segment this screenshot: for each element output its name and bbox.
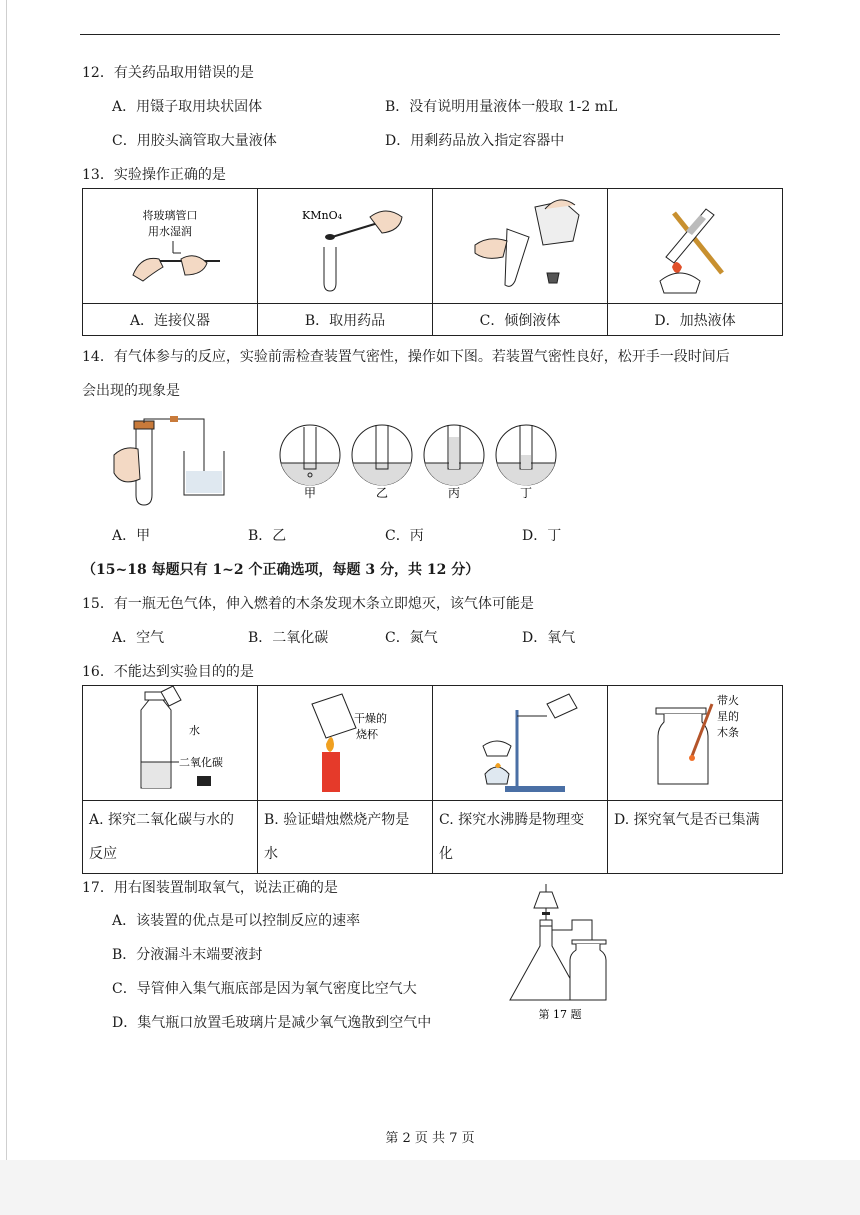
q15-option-c: C．氮气 <box>385 630 438 646</box>
q16-option-b-line-2: 水 <box>264 846 278 862</box>
bottom-band <box>0 1160 860 1215</box>
q16-option-a-line-2: 反应 <box>89 846 117 862</box>
q13-img-a-label-2: 用水湿润 <box>148 225 192 238</box>
q15-option-a: A．空气 <box>112 630 165 646</box>
q14-option-a: A．甲 <box>112 528 151 544</box>
q13-option-d: D．加热液体 <box>608 304 783 336</box>
q14-option-d: D．丁 <box>522 528 562 544</box>
q13-image-b <box>258 189 433 304</box>
page-left-edge <box>6 0 7 1215</box>
q16-image-a <box>83 686 258 801</box>
q13-img-b-label: KMnO₄ <box>302 209 342 222</box>
q14-option-c: C．丙 <box>385 528 424 544</box>
section-note: （15~18 每题只有 1~2 个正确选项，每题 3 分，共 12 分） <box>82 562 480 578</box>
q16-image-d <box>608 686 783 801</box>
q13-image-a <box>83 189 258 304</box>
q17-option-d: D．集气瓶口放置毛玻璃片是减少氧气逸散到空气中 <box>112 1015 432 1031</box>
q15-option-b: B．二氧化碳 <box>248 630 329 646</box>
q12-option-d: D．用剩药品放入指定容器中 <box>385 133 565 149</box>
q16-img-d-label-3: 木条 <box>717 726 739 739</box>
q16-img-d-label-1: 带火 <box>717 694 739 707</box>
q13-option-b: B．取用药品 <box>258 304 433 336</box>
q14-stem-line-1: 14．有气体参与的反应，实验前需检查装置气密性，操作如下图。若装置气密性良好，松开手一段时间后 <box>82 349 730 365</box>
q17-stem: 17．用右图装置制取氧气，说法正确的是 <box>82 880 338 896</box>
q16-image-c <box>433 686 608 801</box>
q14-circle-label-yi: 乙 <box>375 486 389 500</box>
q13-figure-table <box>82 188 783 336</box>
q13-image-c <box>433 189 608 304</box>
q13-option-a: A．连接仪器 <box>83 304 258 336</box>
q15-stem: 15．有一瓶无色气体，伸入燃着的木条发现木条立即熄灭，该气体可能是 <box>82 596 534 612</box>
q17-option-a: A．该装置的优点是可以控制反应的速率 <box>112 913 361 929</box>
q14-stem-line-2: 会出现的现象是 <box>82 383 180 399</box>
q16-option-d-line-1: D. 探究氧气是否已集满 <box>614 812 760 828</box>
q16-option-c-line-1: C. 探究水沸腾是物理变 <box>439 812 585 828</box>
q15-option-d: D．氧气 <box>522 630 576 646</box>
q16-option-a-line-1: A. 探究二氧化碳与水的 <box>89 812 235 828</box>
q13-img-a-label-1: 将玻璃管口 <box>142 209 198 222</box>
q16-img-b-label-2: 烧杯 <box>356 728 378 741</box>
q14-option-b: B．乙 <box>248 528 287 544</box>
q14-circle-bing <box>424 425 484 500</box>
q14-apparatus-figure <box>110 415 570 510</box>
q17-figure-caption: 第 17 题 <box>538 1008 582 1021</box>
page-footer: 第 2 页 共 7 页 <box>385 1131 475 1146</box>
q12-option-a: A．用镊子取用块状固体 <box>112 99 263 115</box>
q16-img-a-label-co2: 二氧化碳 <box>179 756 223 769</box>
q17-option-c: C．导管伸入集气瓶底部是因为氧气密度比空气大 <box>112 981 417 997</box>
q13-image-d <box>608 189 783 304</box>
q16-option-c-line-2: 化 <box>439 846 453 862</box>
q17-option-b: B．分液漏斗末端要液封 <box>112 947 263 963</box>
q14-circle-label-jia: 甲 <box>303 486 317 500</box>
q16-option-a <box>83 801 258 874</box>
q16-option-c <box>433 801 608 874</box>
q16-option-d <box>608 801 783 874</box>
q14-circle-yi <box>352 425 412 500</box>
q16-option-b <box>258 801 433 874</box>
q16-img-a-label-water: 水 <box>189 724 200 737</box>
q16-img-d-label-2: 星的 <box>717 710 739 723</box>
q16-image-b <box>258 686 433 801</box>
q16-figure-table <box>82 685 783 874</box>
q16-option-b-line-1: B. 验证蜡烛燃烧产物是 <box>264 812 410 828</box>
q13-stem: 13．实验操作正确的是 <box>82 167 226 183</box>
q14-circle-label-ding: 丁 <box>519 486 533 500</box>
q16-img-b-label-1: 干燥的 <box>354 712 387 725</box>
q16-stem: 16．不能达到实验目的的是 <box>82 664 254 680</box>
q17-apparatus-figure <box>508 882 618 1024</box>
q12-option-b: B．没有说明用量液体一般取 1-2 mL <box>385 99 618 115</box>
q14-circle-ding <box>496 425 556 500</box>
q14-circle-label-bing: 丙 <box>447 486 461 500</box>
q14-circle-jia <box>280 425 340 500</box>
top-rule <box>80 34 780 35</box>
q12-stem: 12．有关药品取用错误的是 <box>82 65 254 81</box>
q13-option-c: C．倾倒液体 <box>433 304 608 336</box>
q12-option-c: C．用胶头滴管取大量液体 <box>112 133 277 149</box>
